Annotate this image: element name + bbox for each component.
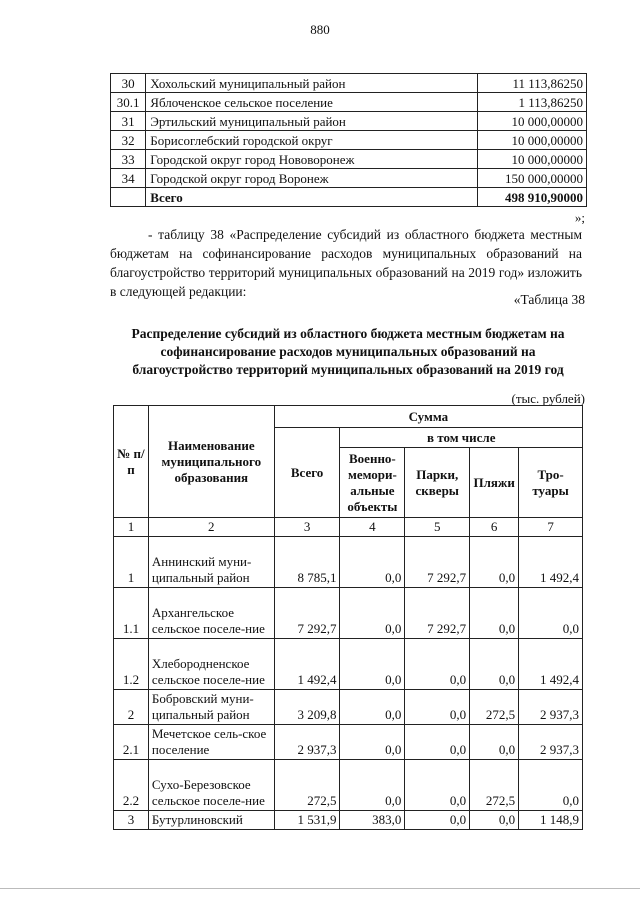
- row-name: Эртильский муниципальный район: [146, 112, 478, 131]
- page-number: 880: [310, 22, 330, 37]
- header-name: Наименование муниципального образования: [148, 406, 274, 518]
- row-beaches: 0,0: [470, 588, 519, 639]
- page-edge-line: [0, 888, 640, 889]
- closing-quote: »;: [574, 210, 585, 225]
- row-military: 0,0: [340, 760, 405, 811]
- row-total: 1 531,9: [274, 811, 340, 830]
- table-row: [111, 112, 587, 131]
- column-index: 1: [114, 518, 149, 537]
- table-row: [114, 639, 583, 690]
- row-beaches: 0,0: [470, 811, 519, 830]
- row-name: Городской округ город Воронеж: [146, 169, 478, 188]
- row-parks: 0,0: [405, 690, 470, 725]
- column-index: 6: [470, 518, 519, 537]
- header-total: Всего: [274, 428, 340, 518]
- row-amount: 10 000,00000: [478, 150, 587, 169]
- row-parks: 0,0: [405, 639, 470, 690]
- row-name: Аннинский муни-ципальный район: [148, 537, 274, 588]
- row-sidewalks: 1 148,9: [519, 811, 583, 830]
- row-number: 30: [111, 74, 146, 93]
- row-beaches: 272,5: [470, 760, 519, 811]
- row-military: 0,0: [340, 537, 405, 588]
- header-num: № п/п: [114, 406, 149, 518]
- row-beaches: 272,5: [470, 690, 519, 725]
- row-sidewalks: 0,0: [519, 588, 583, 639]
- table-row: [111, 169, 587, 188]
- row-number: 33: [111, 150, 146, 169]
- row-sidewalks: 2 937,3: [519, 725, 583, 760]
- table-label: «Таблица 38: [513, 292, 585, 307]
- row-parks: 7 292,7: [405, 537, 470, 588]
- main-table-body: [114, 518, 583, 830]
- row-total: 8 785,1: [274, 537, 340, 588]
- row-total: 2 937,3: [274, 725, 340, 760]
- row-beaches: 0,0: [470, 725, 519, 760]
- row-number: 3: [114, 811, 149, 830]
- total-amount: 498 910,90000: [478, 188, 587, 207]
- amendment-paragraph: - таблицу 38 «Распределение субсидий из областного бюджета местным бюджетам на софинансирование расходов муниципальных образований на благоустройство территорий муниципальных образований на 2019 год» изложить в следующей редакции:: [110, 227, 582, 299]
- row-sidewalks: 0,0: [519, 760, 583, 811]
- row-number: 1.1: [114, 588, 149, 639]
- column-index-row: [114, 518, 583, 537]
- row-military: 0,0: [340, 690, 405, 725]
- row-amount: 150 000,00000: [478, 169, 587, 188]
- table-title: Распределение субсидий из областного бюджета местным бюджетам на софинансирование расходов муниципальных образований на благоустройство территорий муниципальных образований на 2019 год: [131, 326, 565, 377]
- row-parks: 0,0: [405, 811, 470, 830]
- total-number-cell: [111, 188, 146, 207]
- table-row: [114, 760, 583, 811]
- header-beaches: Пляжи: [470, 448, 519, 518]
- row-military: 0,0: [340, 725, 405, 760]
- column-index: 2: [148, 518, 274, 537]
- row-name: Хлебородненское сельское поселе-ние: [148, 639, 274, 690]
- row-amount: 11 113,86250: [478, 74, 587, 93]
- row-number: 32: [111, 131, 146, 150]
- row-sidewalks: 1 492,4: [519, 639, 583, 690]
- table-row: [114, 537, 583, 588]
- column-index: 3: [274, 518, 340, 537]
- row-amount: 1 113,86250: [478, 93, 587, 112]
- top-allocation-table: [110, 73, 587, 207]
- table-row: [111, 74, 587, 93]
- row-number: 34: [111, 169, 146, 188]
- row-amount: 10 000,00000: [478, 131, 587, 150]
- table-row: [114, 588, 583, 639]
- row-amount: 10 000,00000: [478, 112, 587, 131]
- row-parks: 0,0: [405, 725, 470, 760]
- row-name: Яблоченское сельское поселение: [146, 93, 478, 112]
- row-name: Городской округ город Нововоронеж: [146, 150, 478, 169]
- row-number: 2.1: [114, 725, 149, 760]
- header-military: Военно-мемори-альные объекты: [340, 448, 405, 518]
- header-incl: в том числе: [340, 428, 583, 448]
- table-row: [114, 725, 583, 760]
- row-number: 30.1: [111, 93, 146, 112]
- row-military: 383,0: [340, 811, 405, 830]
- row-total: 1 492,4: [274, 639, 340, 690]
- row-name: Архангельское сельское поселе-ние: [148, 588, 274, 639]
- units-note: (тыс. рублей): [511, 391, 585, 406]
- row-beaches: 0,0: [470, 537, 519, 588]
- row-name: Бобровский муни-ципальный район: [148, 690, 274, 725]
- row-number: 31: [111, 112, 146, 131]
- table-row: [114, 690, 583, 725]
- subsidy-distribution-table: [113, 405, 583, 830]
- row-sidewalks: 2 937,3: [519, 690, 583, 725]
- header-sidewalks: Тро-туары: [519, 448, 583, 518]
- row-name: Борисоглебский городской округ: [146, 131, 478, 150]
- row-military: 0,0: [340, 588, 405, 639]
- table-row: [111, 93, 587, 112]
- row-name: Бутурлиновский: [148, 811, 274, 830]
- top-table-body: [111, 74, 587, 207]
- row-total: 272,5: [274, 760, 340, 811]
- row-name: Хохольский муниципальный район: [146, 74, 478, 93]
- row-number: 2.2: [114, 760, 149, 811]
- row-total: 7 292,7: [274, 588, 340, 639]
- row-total: 3 209,8: [274, 690, 340, 725]
- row-sidewalks: 1 492,4: [519, 537, 583, 588]
- row-number: 1: [114, 537, 149, 588]
- row-parks: 7 292,7: [405, 588, 470, 639]
- header-parks: Парки, скверы: [405, 448, 470, 518]
- total-label: Всего: [146, 188, 478, 207]
- table-row: [111, 150, 587, 169]
- row-name: Мечетское сель-ское поселение: [148, 725, 274, 760]
- total-row: [111, 188, 587, 207]
- header-sum: Сумма: [274, 406, 582, 428]
- column-index: 4: [340, 518, 405, 537]
- row-beaches: 0,0: [470, 639, 519, 690]
- row-name: Сухо-Березовское сельское поселе-ние: [148, 760, 274, 811]
- column-index: 5: [405, 518, 470, 537]
- table-row: [111, 131, 587, 150]
- column-index: 7: [519, 518, 583, 537]
- row-parks: 0,0: [405, 760, 470, 811]
- row-military: 0,0: [340, 639, 405, 690]
- table-row: [114, 811, 583, 830]
- row-number: 1.2: [114, 639, 149, 690]
- row-number: 2: [114, 690, 149, 725]
